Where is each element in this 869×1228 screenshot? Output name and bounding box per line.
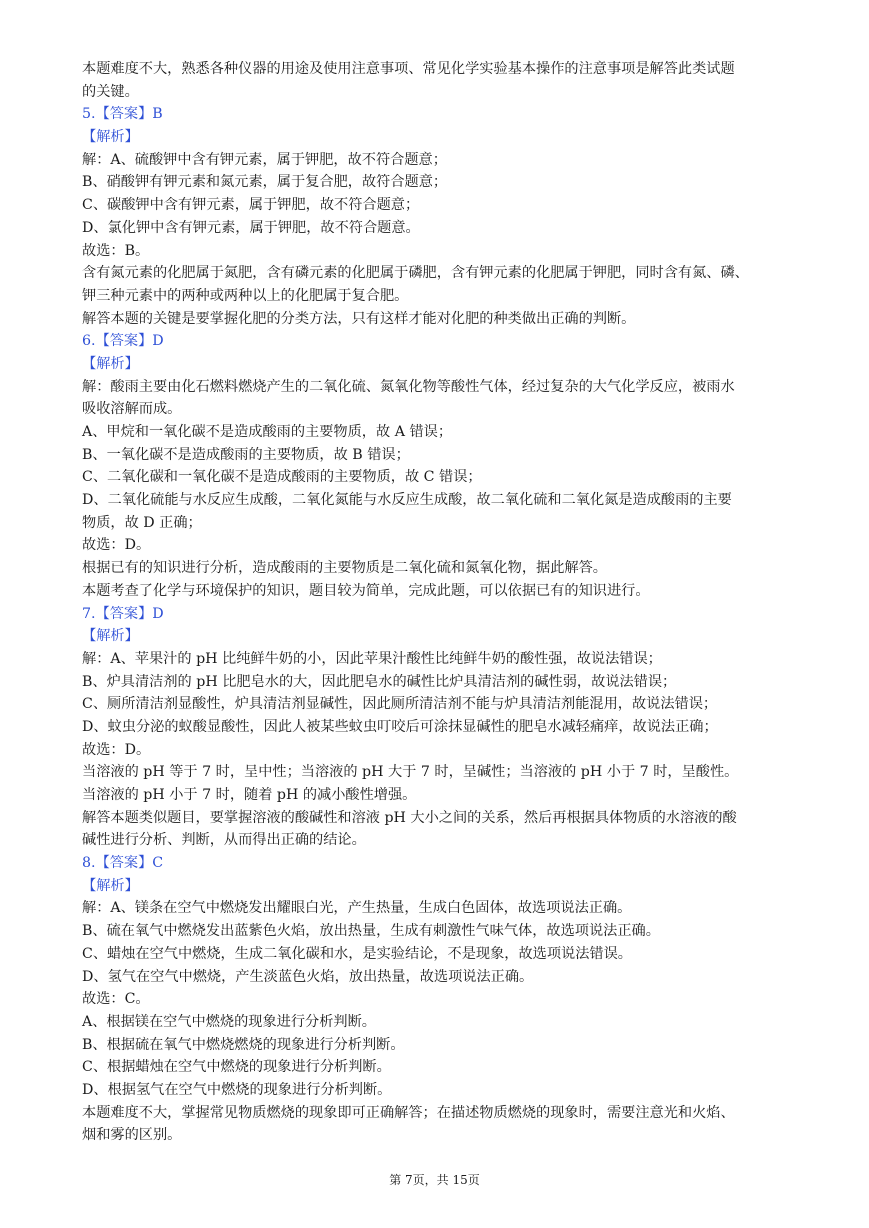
text-line: 吸收溶解而成。: [82, 401, 182, 418]
text-line: B、炉具清洁剂的 pH 比肥皂水的大，因此肥皂水的碱性比炉具清洁剂的碱性弱，故说法错误；: [82, 673, 677, 690]
text-line: B、硝酸钾有钾元素和氮元素，属于复合肥，故符合题意；: [82, 174, 448, 191]
text-line: B、硫在氧气中燃烧发出蓝紫色火焰，放出热量，生成有刺激性气味气体，故选项说法正确。: [82, 923, 660, 940]
section-heading-line: 【解析】: [82, 129, 139, 146]
section-heading-line: 5.【答案】B: [82, 106, 163, 123]
text-line: D、氢气在空气中燃烧，产生淡蓝色火焰，放出热量，故选项说法正确。: [82, 968, 534, 985]
text-line: A、甲烷和一氧化碳不是造成酸雨的主要物质，故 A 错误；: [82, 424, 453, 440]
text-line: D、氯化钾中含有钾元素，属于钾肥，故不符合题意。: [82, 219, 420, 236]
text-line: D、根据氢气在空气中燃烧的现象进行分析判断。: [82, 1081, 392, 1098]
section-heading-line: 【解析】: [82, 877, 139, 894]
text-line: 故选：D。: [82, 537, 151, 554]
text-line: 解答本题类似题目，要掌握溶液的酸碱性和溶液 pH 大小之间的关系，然后再根据具体物质的水溶液的酸: [82, 809, 737, 826]
text-line: 物质，故 D 正确；: [82, 514, 202, 531]
text-line: C、蜡烛在空气中燃烧，生成二氧化碳和水，是实验结论，不是现象，故选项说法错误。: [82, 945, 632, 962]
text-line: C、碳酸钾中含有钾元素，属于钾肥，故不符合题意；: [82, 197, 420, 214]
section-heading-line: 【解析】: [82, 628, 139, 645]
text-line: C、二氧化碳和一氧化碳不是造成酸雨的主要物质，故 C 错误；: [82, 469, 482, 486]
text-line: 解：酸雨主要由化石燃料燃烧产生的二氧化硫、氮氧化物等酸性气体，经过复杂的大气化学反应，被雨水: [82, 378, 735, 395]
text-line: 碱性进行分析、判断，从而得出正确的结论。: [82, 832, 366, 849]
text-line: 钾三种元素中的两种或两种以上的化肥属于复合肥。: [82, 287, 409, 304]
document-body: [82, 58, 794, 1147]
text-line: 故选：B。: [82, 242, 150, 259]
section-heading-line: 【解析】: [82, 355, 139, 372]
text-line: A、根据镁在空气中燃烧的现象进行分析判断。: [82, 1013, 376, 1030]
text-line: C、根据蜡烛在空气中燃烧的现象进行分析判断。: [82, 1059, 391, 1076]
text-line: 解：A、镁条在空气中燃烧发出耀眼白光，产生热量，生成白色固体，故选项说法正确。: [82, 900, 632, 917]
text-line: 故选：C。: [82, 991, 150, 1008]
text-line: 本题难度不大，掌握常见物质燃烧的现象即可正确解答；在描述物质燃烧的现象时，需要注意光和火焰、: [82, 1104, 735, 1121]
page-footer: 第 7页，共 15页: [389, 1173, 480, 1187]
section-heading-line: 6.【答案】D: [82, 333, 164, 350]
text-line: 解：A、硫酸钾中含有钾元素，属于钾肥，故不符合题意；: [82, 151, 447, 168]
text-line: 本题考查了化学与环境保护的知识，题目较为简单，完成此题，可以依据已有的知识进行。: [82, 582, 650, 599]
text-line: D、蚊虫分泌的蚁酸显酸性，因此人被某些蚊虫叮咬后可涂抹显碱性的肥皂水减轻痛痒，故说法正确；: [82, 718, 718, 735]
text-line: 解答本题的关键是要掌握化肥的分类方法，只有这样才能对化肥的种类做出正确的判断。: [82, 310, 636, 327]
text-line: 解：A、苹果汁的 pH 比纯鲜牛奶的小，因此苹果汁酸性比纯鲜牛奶的酸性强，故说法错误；: [82, 650, 662, 667]
section-heading-line: 8.【答案】C: [82, 855, 164, 872]
text-line: 烟和雾的区别。: [82, 1127, 182, 1144]
text-line: 含有氮元素的化肥属于氮肥，含有磷元素的化肥属于磷肥，含有钾元素的化肥属于钾肥，同时含有氮、磷、: [82, 265, 749, 282]
text-line: C、厕所清洁剂显酸性，炉具清洁剂显碱性，因此厕所清洁剂不能与炉具清洁剂能混用，故说法错误；: [82, 696, 718, 713]
text-line: 根据已有的知识进行分析，造成酸雨的主要物质是二氧化硫和氮氧化物，据此解答。: [82, 560, 607, 577]
text-line: B、根据硫在氧气中燃烧燃烧的现象进行分析判断。: [82, 1036, 405, 1053]
text-line: D、二氧化硫能与水反应生成酸，二氧化氮能与水反应生成酸，故二氧化硫和二氧化氮是造成酸雨的主要: [82, 492, 732, 509]
section-heading-line: 7.【答案】D: [82, 605, 164, 622]
text-line: 当溶液的 pH 小于 7 时，随着 pH 的减小酸性增强。: [82, 787, 417, 803]
text-line: 本题难度不大，熟悉各种仪器的用途及使用注意事项、常见化学实验基本操作的注意事项是解答此类试题: [82, 61, 735, 77]
text-line: 的关键。: [82, 83, 139, 100]
text-line: 故选：D。: [82, 741, 151, 758]
text-line: B、一氧化碳不是造成酸雨的主要物质，故 B 错误；: [82, 446, 410, 463]
text-line: 当溶液的 pH 等于 7 时，呈中性；当溶液的 pH 大于 7 时，呈碱性；当溶液的 pH 小于 7 时，呈酸性。: [82, 764, 739, 781]
